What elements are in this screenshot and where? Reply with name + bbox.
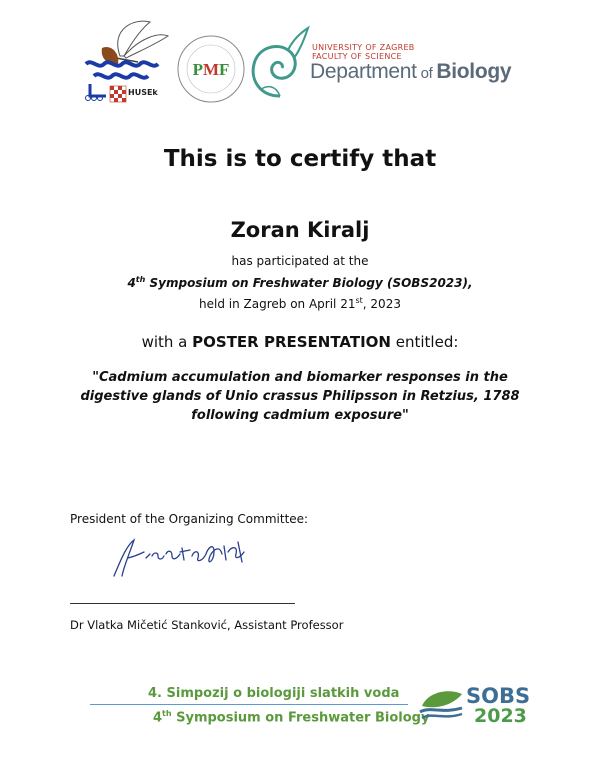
husek-label: HUSEk — [128, 88, 158, 97]
faculty-name: FACULTY OF SCIENCE — [312, 52, 402, 61]
certificate-heading: This is to certify that — [163, 146, 437, 172]
sobs-leaf-wave-icon — [418, 688, 464, 722]
presentation-type-line — [0, 333, 600, 351]
event-rest: Symposium on Freshwater Biology (SOBS2023), — [145, 276, 473, 290]
event-ordinal-suffix: th — [135, 275, 146, 284]
pmf-seal-logo — [176, 34, 246, 104]
footer-divider — [90, 704, 408, 705]
university-name: UNIVERSITY OF ZAGREB — [312, 43, 415, 52]
held-suffix: st — [355, 296, 363, 305]
department-of: of — [416, 65, 437, 82]
held-year: , 2023 — [362, 297, 401, 311]
signature-line — [70, 603, 295, 604]
svg-text:PMF: PMF — [192, 60, 230, 79]
department-title — [310, 60, 511, 84]
signatory-name: Dr Vlatka Mičetić Stanković, Assistant Professor — [70, 618, 344, 632]
poster-title: "Cadmium accumulation and biomarker responses in the digestive glands of Unio crassus Philipsson in Retzius, 1788 following cadmium exposure" — [80, 370, 520, 423]
with-prefix: with a — [141, 333, 193, 351]
biology-spiral-logo — [246, 24, 310, 102]
held-line — [0, 296, 600, 311]
with-suffix: entitled: — [390, 333, 459, 351]
sobs-wordmark: SOBS — [466, 684, 531, 708]
participation-line: has participated at the — [231, 254, 369, 268]
footer-title-rest: Symposium on Freshwater Biology — [171, 710, 430, 726]
presentation-type: POSTER PRESENTATION — [192, 333, 391, 351]
sobs-year: 2023 — [474, 705, 527, 727]
handwritten-signature — [110, 532, 250, 582]
president-label: President of the Organizing Committee: — [70, 512, 309, 526]
footer-english-title — [153, 709, 429, 725]
event-name — [0, 275, 600, 290]
footer-ordinal: 4 — [153, 710, 163, 726]
footer-ordinal-suffix: th — [162, 709, 172, 718]
department-subject: Biology — [436, 60, 512, 83]
held-prefix: held in Zagreb on April 21 — [199, 297, 356, 311]
department-prefix: Department — [310, 60, 417, 83]
event-ordinal: 4 — [127, 276, 136, 290]
footer-croatian-title: 4. Simpozij o biologiji slatkih voda — [148, 686, 400, 701]
recipient-name: Zoran Kiralj — [230, 218, 370, 242]
